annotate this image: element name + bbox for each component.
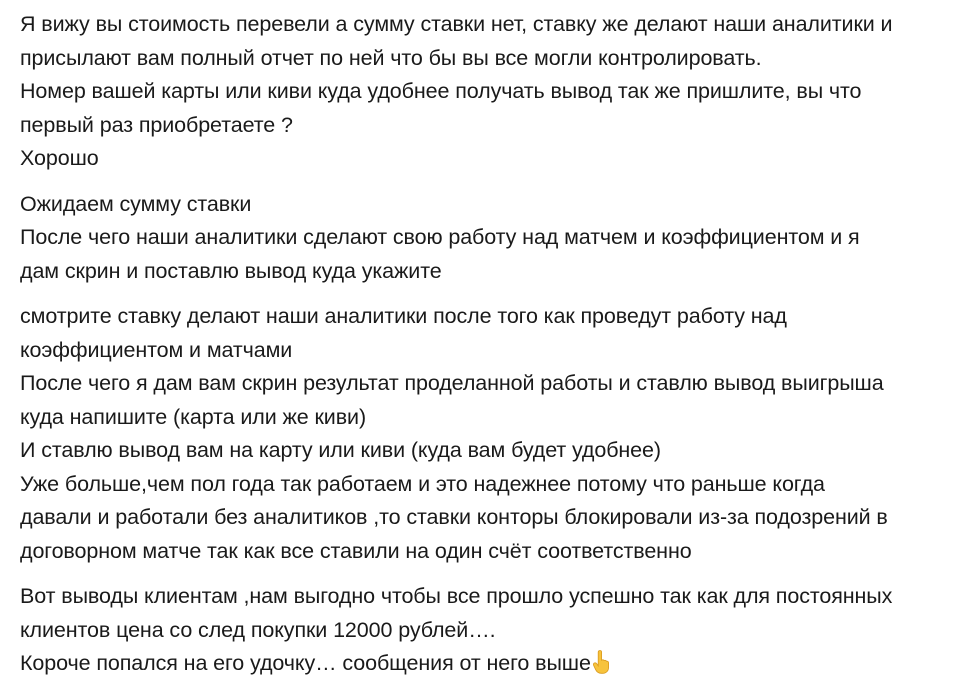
text-line: куда напишите (карта или же киви) bbox=[20, 404, 367, 429]
text-line: смотрите ставку делают наши аналитики после того как проведут работу над bbox=[20, 304, 787, 328]
paragraph-2 bbox=[20, 188, 965, 289]
document-text bbox=[20, 8, 965, 681]
text-line: присылают вам полный отчет по ней что бы вы все могли контролировать. bbox=[20, 45, 762, 70]
text-line: клиентов цена со след покупки 12000 рублей…. bbox=[20, 617, 496, 642]
text-line: дам скрин и поставлю вывод куда укажите bbox=[20, 258, 442, 283]
text-line: Ожидаем сумму ставки bbox=[20, 191, 252, 216]
text-line: Хорошо bbox=[20, 146, 99, 170]
text-line: После чего наши аналитики сделают свою работу над матчем и коэффициентом и я bbox=[20, 225, 860, 249]
text-line: Номер вашей карты или киви куда удобнее получать вывод так же пришлите, вы что bbox=[20, 79, 862, 103]
paragraph-4 bbox=[20, 580, 965, 681]
text-line: И ставлю вывод вам на карту или киви (куда вам будет удобнее) bbox=[20, 438, 661, 462]
text-line: Вот выводы клиентам ,нам выгодно чтобы все прошло успешно так как для постоянных bbox=[20, 584, 893, 608]
text-line: Уже больше,чем пол года так работаем и это надежнее потому что раньше когда bbox=[20, 471, 825, 496]
text-line: коэффициентом и матчами bbox=[20, 337, 293, 362]
last-line-text: Короче попался на его удочку… сообщения от него выше bbox=[20, 651, 591, 675]
text-line: Я вижу вы стоимость перевели а сумму ставки нет, ставку же делают наши аналитики и bbox=[20, 12, 893, 36]
paragraph-1 bbox=[20, 8, 965, 176]
text-line: давали и работали без аналитиков ,то ставки конторы блокировали из-за подозрений в bbox=[20, 505, 888, 529]
text-line: После чего я дам вам скрин результат проделанной работы и ставлю вывод выигрыша bbox=[20, 371, 884, 395]
paragraph-3 bbox=[20, 300, 965, 568]
last-line bbox=[20, 647, 965, 681]
pointing-up-hand-shape bbox=[593, 651, 608, 674]
text-line: первый раз приобретаете ? bbox=[20, 112, 293, 137]
text-line: договорном матче так как все ставили на один счёт соответственно bbox=[20, 538, 692, 563]
pointing-up-hand-icon bbox=[592, 650, 610, 674]
